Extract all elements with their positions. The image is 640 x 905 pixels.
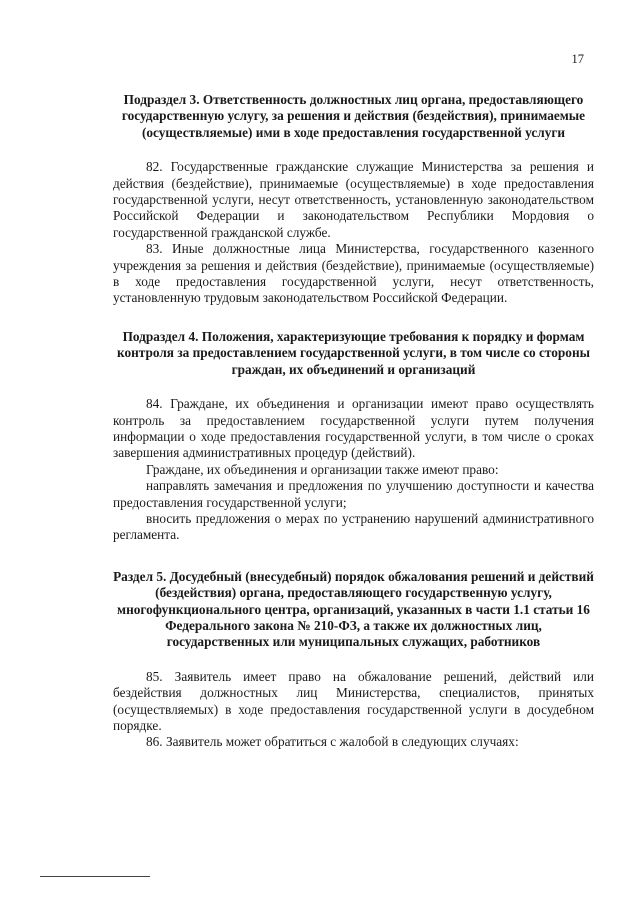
section-5-heading: Раздел 5. Досудебный (внесудебный) порядок обжалования решений и действий (бездействия) органа, предоставляющего государственную услугу, многофункционального центра, организаций, указанных в части 1.1 статьи 16 Федерального закона № 210-ФЗ, а также их должностных лиц, государственных или муниципальных служащих, работников [113, 568, 594, 650]
paragraph-82: 82. Государственные гражданские служащие Министерства за решения и действия (бездействие), принимаемые (осуществляемые) в ходе предоставления государственной услуги, несут ответственность, установленную законодательством Российской Федерации и законодательством Республики Мордовия о государственной гражданской службе. [113, 159, 594, 240]
subsection-4-heading: Подраздел 4. Положения, характеризующие требования к порядку и формам контроля за предоставлением государственной услуги, в том числе со стороны граждан, их объединений и организаций [116, 328, 590, 377]
paragraph-86: 86. Заявитель может обратиться с жалобой в следующих случаях: [146, 734, 519, 750]
paragraph-83: 83. Иные должностные лица Министерства, государственного казенного учреждения за решения и действия (бездействие), принимаемые (осуществляемые) в ходе предоставления государственной услуги, несут ответственность, установленную трудовым законодательством Российской Федерации. [113, 241, 594, 306]
paragraph-85: 85. Заявитель имеет право на обжалование решений, действий или бездействия должностных лиц Министерства, специалистов, принятых (осуществляемых) в ходе предоставления государственной услуги в досудебном порядке. [113, 668, 594, 733]
document-body [113, 92, 594, 751]
paragraph-rights-2: вносить предложения о мерах по устранению нарушений административного регламента. [113, 510, 594, 543]
paragraph-84: 84. Граждане, их объединения и организации имеют право осуществлять контроль за предоставлением государственной услуги путем получения информации о ходе предоставления государственной услуги, в том числе о сроках завершения административных процедур (действий). [113, 396, 594, 461]
page-number: 17 [571, 52, 584, 66]
paragraph-rights-1: направлять замечания и предложения по улучшению доступности и качества предоставления государственной услуги; [113, 478, 594, 510]
subsection-3-heading: Подраздел 3. Ответственность должностных лиц органа, предоставляющего государственную услугу, за решения и действия (бездействия), принимаемые (осуществляемые) ими в ходе предоставления государственной услуги [121, 92, 586, 140]
paragraph-rights-intro: Граждане, их объединения и организации также имеют право: [146, 461, 499, 477]
footer-rule [40, 876, 150, 877]
